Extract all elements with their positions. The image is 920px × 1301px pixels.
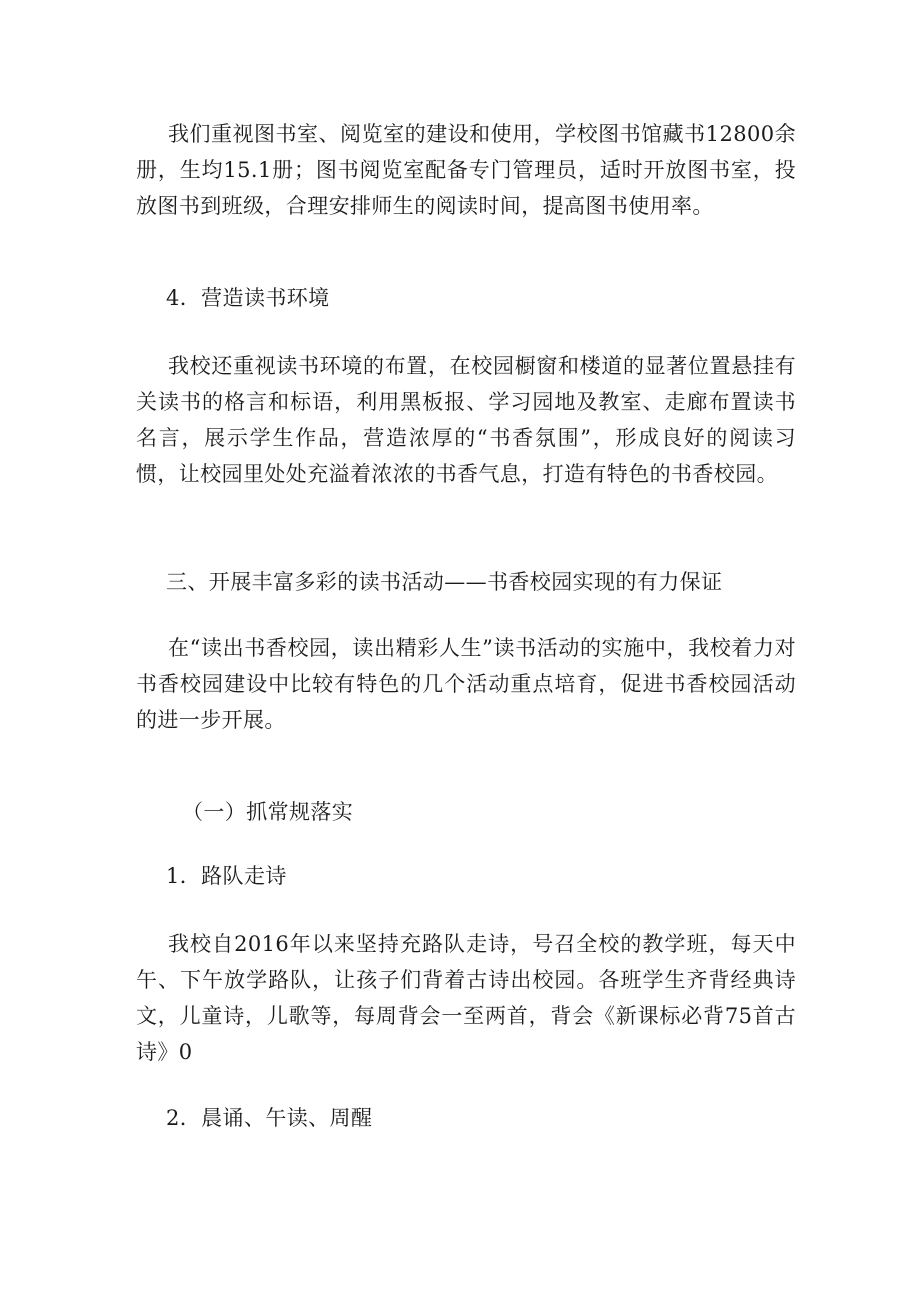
paragraph-section-three: 在“读出书香校园，读出精彩人生”读书活动的实施中，我校着力对书香校园建设中比较有特色的几个活动重点培育，促进书香校园活动的进一步开展。 <box>136 636 796 732</box>
paragraph-library: 我们重视图书室、阅览室的建设和使用，学校图书馆藏书12800余册，生均15.1册；图书阅览室配备专门管理员，适时开放图书室，投放图书到班级，合理安排师生的阅读时间，提高图书使用率。 <box>136 122 796 218</box>
heading-item-one: 1．路队走诗 <box>166 864 287 888</box>
heading-section-three: 三、开展丰富多彩的读书活动——书香校园实现的有力保证 <box>166 570 723 594</box>
heading-item-two: 2．晨诵、午读、周醒 <box>166 1106 373 1130</box>
heading-reading-environment: 4．营造读书环境 <box>166 286 330 310</box>
heading-subsection-one: （一）抓常规落实 <box>182 800 354 824</box>
paragraph-item-one: 我校自2016年以来坚持充路队走诗，号召全校的教学班，每天中午、下午放学路队，让孩子们背着古诗出校园。各班学生齐背经典诗文，儿童诗，儿歌等，每周背会一至两首，背会《新课标必背75首古诗》0 <box>136 932 796 1064</box>
paragraph-reading-environment: 我校还重视读书环境的布置，在校园橱窗和楼道的显著位置悬挂有关读书的格言和标语，利用黑板报、学习园地及教室、走廊布置读书名言，展示学生作品，营造浓厚的“书香氛围”，形成良好的阅读习惯，让校园里处处充溢着浓浓的书香气息，打造有特色的书香校园。 <box>136 354 796 486</box>
